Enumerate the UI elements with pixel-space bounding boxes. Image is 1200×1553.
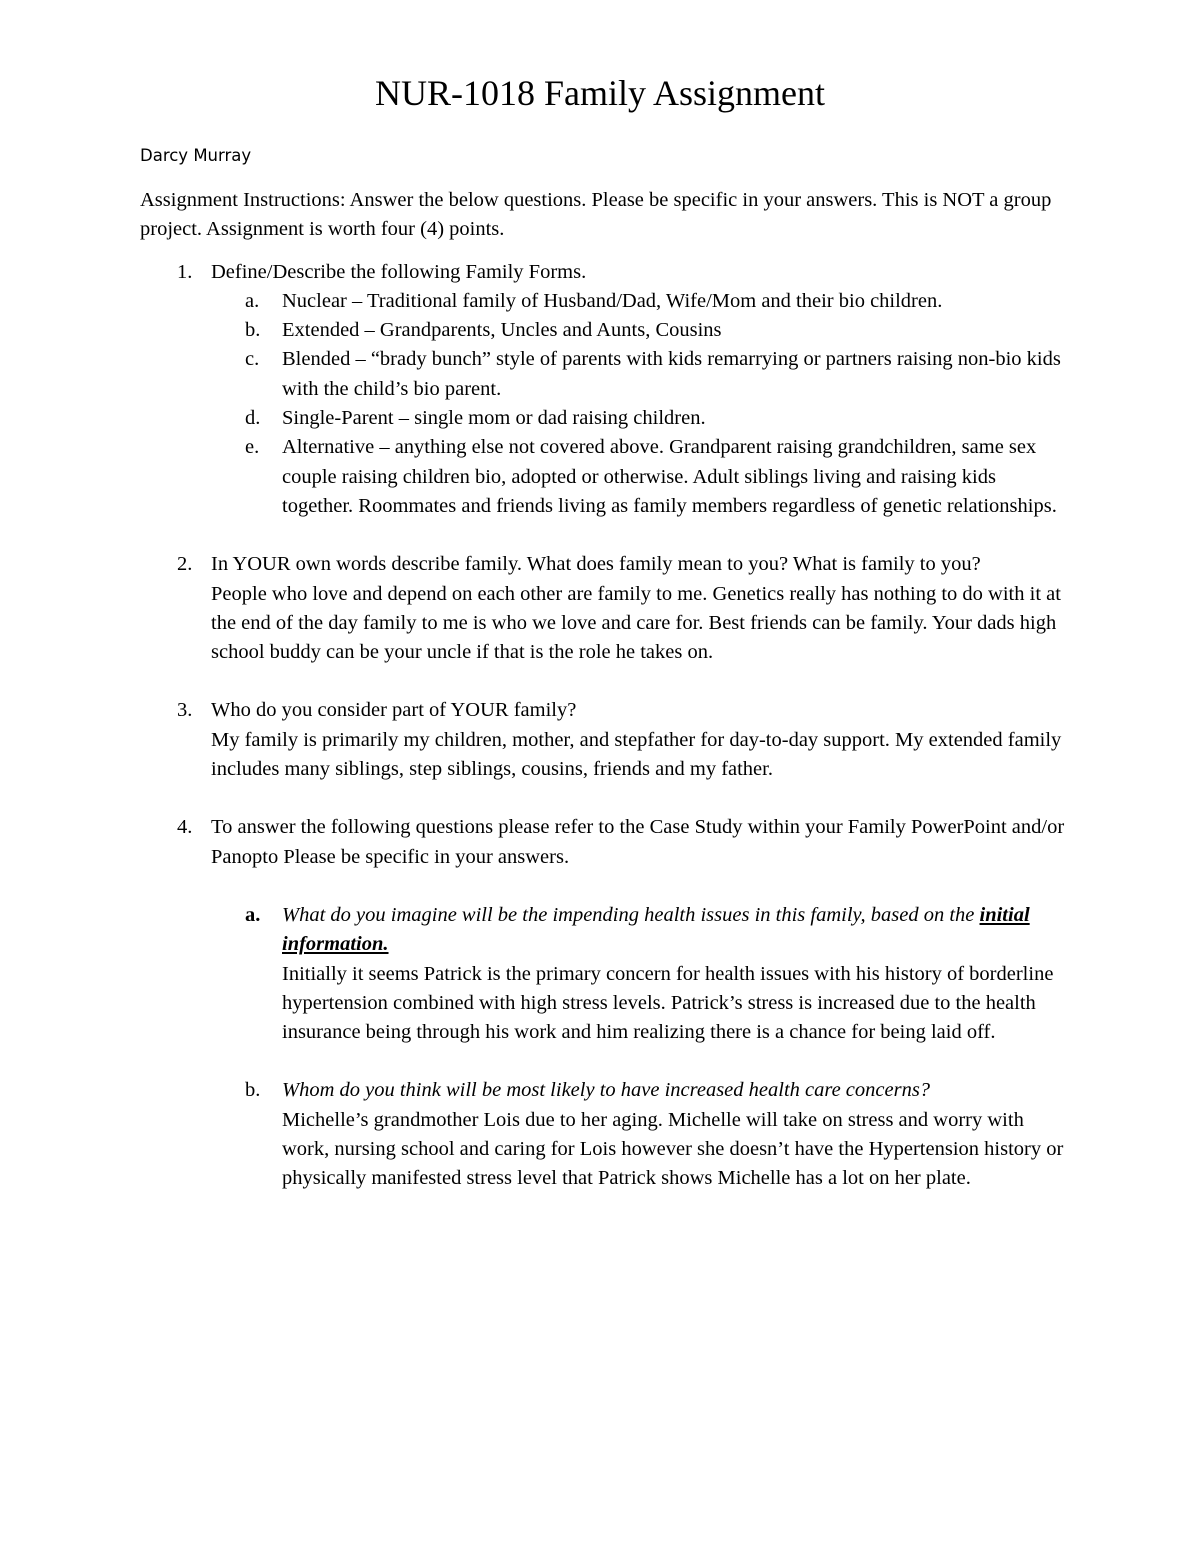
question-4 [140, 813, 1065, 1193]
question-number: 2. [177, 553, 193, 576]
sub-question-main: What do you imagine will be the impending health issues in this family, based on the [282, 903, 980, 926]
question-number: 3. [177, 699, 193, 722]
item-letter: a. [245, 289, 260, 312]
question-text: In YOUR own words describe family. What does family mean to you? What is family to you? [211, 553, 981, 576]
item-text: Blended – “brady bunch” style of parents with kids remarrying or partners raising non-bio kids with the child’s bio parent. [282, 348, 1061, 400]
sub-question-text [282, 901, 1065, 960]
item-letter: b. [245, 319, 261, 342]
assignment-instructions: Assignment Instructions: Answer the below questions. Please be specific in your answers. This is NOT a group project. Assignment is worth four (4) points. [140, 189, 1052, 241]
sub-question-emphasis: initial information. [282, 903, 1030, 956]
question-1 [140, 258, 1065, 522]
question-number: 4. [177, 816, 193, 839]
question-text: Define/Describe the following Family Forms. [211, 260, 587, 283]
question-2 [140, 550, 1065, 667]
document-title: NUR-1018 Family Assignment [374, 73, 826, 113]
family-form-item [211, 287, 1065, 316]
question-number: 1. [177, 260, 193, 283]
case-study-item [211, 901, 1065, 1047]
family-form-item [211, 433, 1065, 521]
answer-text: Michelle’s grandmother Lois due to her aging. Michelle will take on stress and worry with work, nursing school and caring for Lois however she doesn’t have the Hypertension history or physically manifested stress level that Patrick shows Michelle has a lot on her plate. [282, 1108, 1064, 1190]
sub-question-text: Whom do you think will be most likely to have increased health care concerns? [282, 1079, 931, 1102]
item-letter: c. [245, 348, 260, 371]
question-3 [140, 696, 1065, 784]
question-text: To answer the following questions please refer to the Case Study within your Family PowerPoint and/or Panopto Please be specific in your answers. [211, 816, 1065, 868]
item-text: Extended – Grandparents, Uncles and Aunts, Cousins [282, 319, 722, 342]
author-name: Darcy Murray [140, 146, 252, 165]
case-study-item [211, 1076, 1065, 1193]
item-text: Nuclear – Traditional family of Husband/Dad, Wife/Mom and their bio children. [282, 289, 943, 312]
document-body [140, 186, 1065, 1194]
case-study-list [211, 901, 1065, 1194]
answer-text: People who love and depend on each other are family to me. Genetics really has nothing to do with it at the end of the day family to me is who we love and care for. Best friends can be family. Your dads high school buddy can be your uncle if that is the role he takes on. [211, 582, 1061, 664]
family-form-item [211, 404, 1065, 433]
answer-text: My family is primarily my children, mother, and stepfather for day-to-day support. My extended family includes many siblings, step siblings, cousins, friends and my father. [211, 728, 1062, 781]
item-text: Single-Parent – single mom or dad raising children. [282, 407, 706, 430]
family-form-item [211, 345, 1065, 404]
family-form-item [211, 316, 1065, 345]
item-letter: a. [245, 903, 261, 926]
item-text: Alternative – anything else not covered above. Grandparent raising grandchildren, same sex couple raising children bio, adopted or otherwise. Adult siblings living and raising kids together. Roommates and friends living as family members regardless of genetic relationships. [282, 436, 1057, 517]
answer-text: Initially it seems Patrick is the primary concern for health issues with his history of borderline hypertension combined with high stress levels. Patrick’s stress is increased due to the health insurance being through his work and him realizing there is a chance for being laid off. [282, 962, 1054, 1044]
family-forms-list [211, 287, 1065, 521]
item-letter: b. [245, 1079, 261, 1102]
item-letter: d. [245, 407, 261, 430]
question-text: Who do you consider part of YOUR family? [211, 699, 577, 722]
question-list [140, 258, 1065, 1194]
item-letter: e. [245, 436, 260, 459]
